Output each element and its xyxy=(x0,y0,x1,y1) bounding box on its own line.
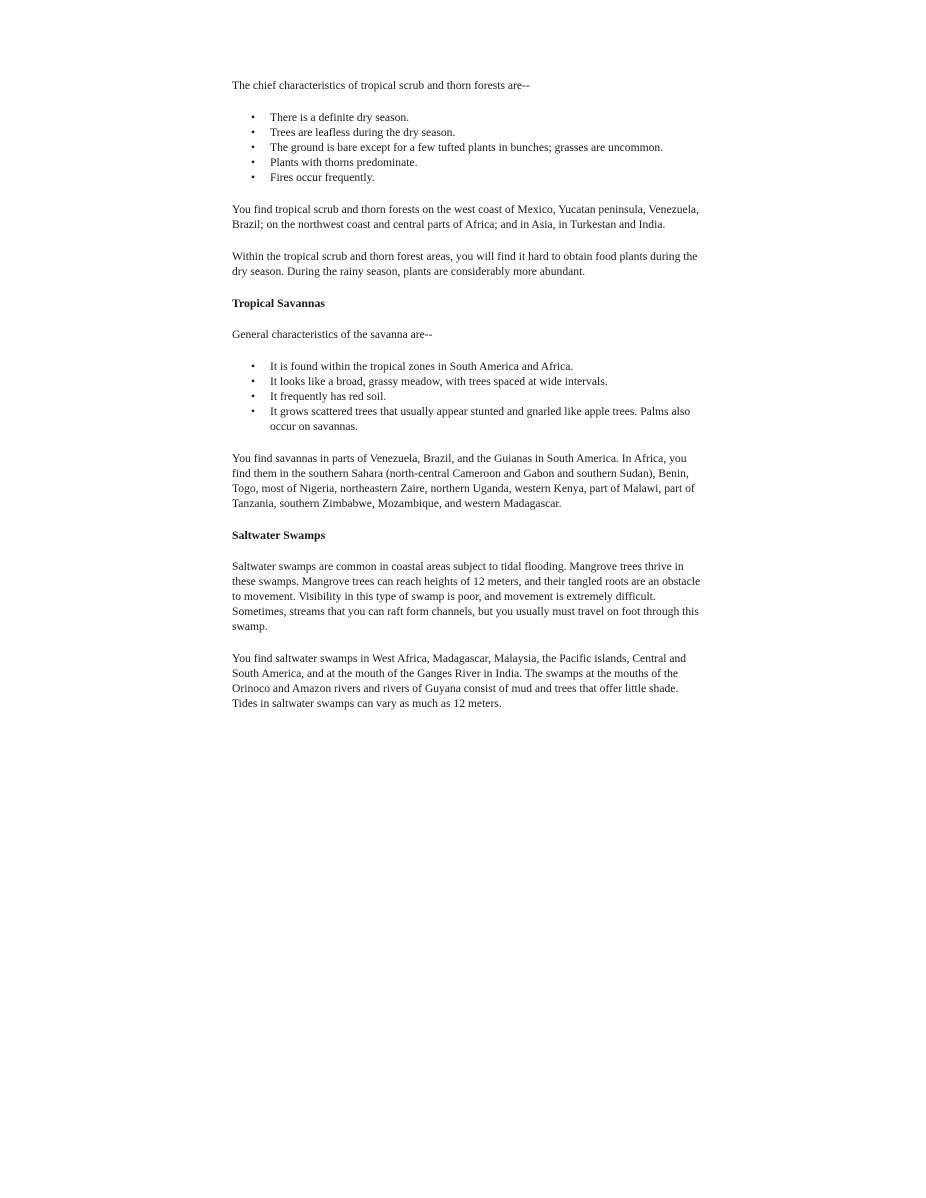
savannas-intro: General characteristics of the savanna are-- xyxy=(232,328,433,341)
document-page xyxy=(232,78,704,728)
scrub-food-paragraph: Within the tropical scrub and thorn forest areas, you will find it hard to obtain food plants during the dry season. During the rainy season, plants are considerably more abundant. xyxy=(232,250,698,278)
scrub-bullet-list xyxy=(232,110,704,185)
list-item: • It grows scattered trees that usually appear stunted and gnarled like apple trees. Palms also occur on savannas. xyxy=(270,404,704,434)
list-item: • It frequently has red soil. xyxy=(270,389,704,404)
swamps-locations-paragraph: You find saltwater swamps in West Africa, Madagascar, Malaysia, the Pacific islands, Central and South America, and at the mouth of the Ganges River in India. The swamps at the mouths of the Orinoco and Amazon rivers and rivers of Guyana consist of mud and trees that offer little shade. Tides in saltwater swamps can vary as much as 12 meters. xyxy=(232,652,687,710)
savannas-section xyxy=(232,296,704,511)
list-item: • It looks like a broad, grassy meadow, with trees spaced at wide intervals. xyxy=(270,374,704,389)
swamps-heading: Saltwater Swamps xyxy=(232,528,326,542)
scrub-intro: The chief characteristics of tropical scrub and thorn forests are-- xyxy=(232,79,530,92)
list-item: • It is found within the tropical zones in South America and Africa. xyxy=(270,359,704,374)
savannas-heading: Tropical Savannas xyxy=(232,296,325,310)
scrub-locations-paragraph: You find tropical scrub and thorn forests on the west coast of Mexico, Yucatan peninsula, Venezuela, Brazil; on the northwest coast and central parts of Africa; and in Asia, in Turkestan and India. xyxy=(232,203,699,231)
swamps-section xyxy=(232,528,704,711)
swamps-description-paragraph: Saltwater swamps are common in coastal areas subject to tidal flooding. Mangrove trees thrive in these swamps. Mangrove trees can reach heights of 12 meters, and their tangled roots are an obstacle to movement. Visibility in this type of swamp is poor, and movement is extremely difficult. Sometimes, streams that you can raft form channels, but you usually must travel on foot through this swamp. xyxy=(232,560,701,633)
savannas-locations-paragraph: You find savannas in parts of Venezuela, Brazil, and the Guianas in South America. In Africa, you find them in the southern Sahara (north-central Cameroon and Gabon and southern Sudan), Benin, Togo, most of Nigeria, northeastern Zaire, northern Uganda, western Kenya, part of Malawi, part of Tanzania, southern Zimbabwe, Mozambique, and western Madagascar. xyxy=(232,452,695,510)
savannas-bullet-list xyxy=(232,359,704,434)
list-item: • Plants with thorns predominate. xyxy=(270,155,704,170)
list-item: • There is a definite dry season. xyxy=(270,110,704,125)
scrub-section xyxy=(232,78,704,279)
list-item: • The ground is bare except for a few tufted plants in bunches; grasses are uncommon. xyxy=(270,140,704,155)
list-item: • Trees are leafless during the dry season. xyxy=(270,125,704,140)
list-item: • Fires occur frequently. xyxy=(270,170,704,185)
